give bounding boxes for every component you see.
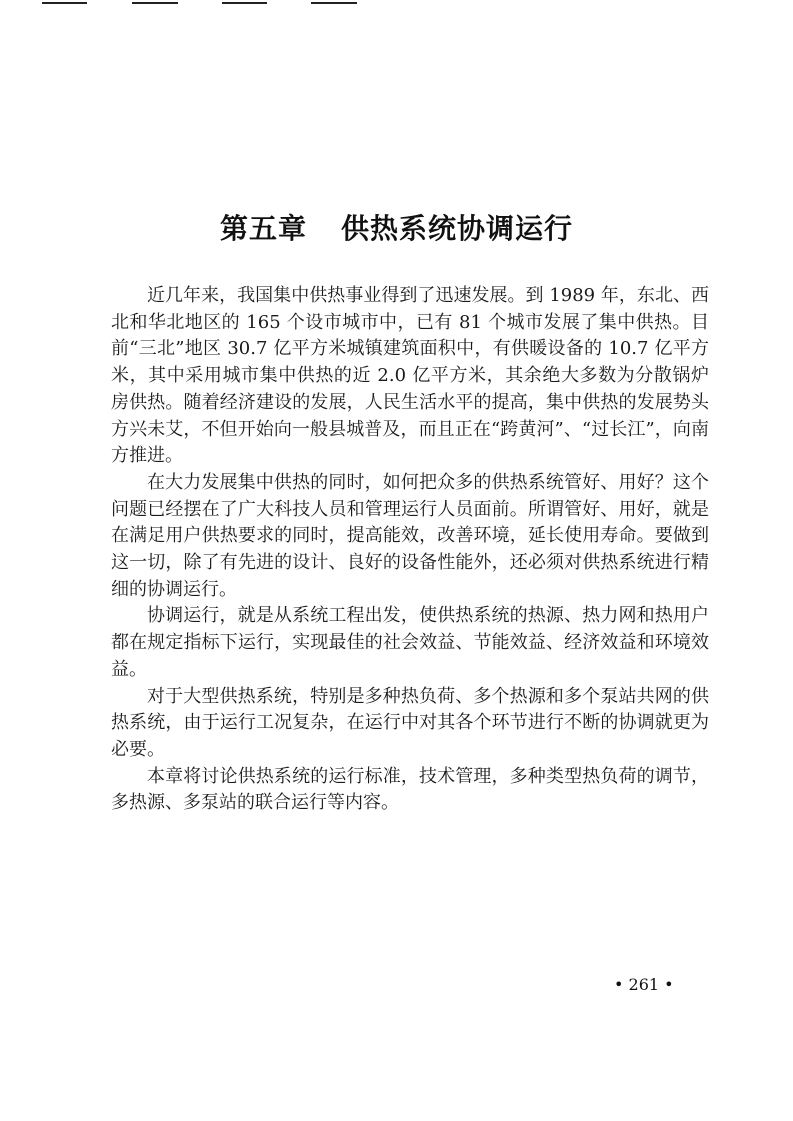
- chapter-title: [0, 207, 793, 247]
- top-rule: [311, 2, 357, 4]
- chapter-number: 第五章: [219, 211, 307, 245]
- top-rule: [42, 2, 87, 4]
- paragraph: 对于大型供热系统，特别是多种热负荷、多个热源和多个泵站共网的供热系统，由于运行工况复杂，在运行中对其各个环节进行不断的协调就更为必要。: [111, 685, 709, 760]
- page-number: • 261 •: [614, 975, 674, 994]
- top-rule: [132, 2, 178, 4]
- paragraph: 近几年来，我国集中供热事业得到了迅速发展。到 1989 年，东北、西北和华北地区的 165 个设市城市中，已有 81 个城市发展了集中供热。目前“三北”地区 30.7 亿平方米城镇建筑面积中，有供暖设备的 10.7 亿平方米，其中采用城市集中供热的近 2.0 亿平方米，其余绝大多数为分散锅炉房供热。随着经济建设的发展，人民生活水平的提高，集中供热的发展势头方兴未艾，不但开始向一般县城普及，而且正在“跨黄河”、“过长江”，向南方推进。: [111, 285, 709, 467]
- body-text: [111, 283, 709, 817]
- top-rule: [222, 2, 267, 4]
- paragraph: 在大力发展集中供热的同时，如何把众多的供热系统管好、用好？这个问题已经摆在了广大科技人员和管理运行人员面前。所谓管好、用好，就是在满足用户供热要求的同时，提高能效，改善环境，延长使用寿命。要做到这一切，除了有先进的设计、良好的设备性能外，还必须对供热系统进行精细的协调运行。: [111, 471, 709, 600]
- paragraph: 协调运行，就是从系统工程出发，使供热系统的热源、热力网和热用户都在规定指标下运行，实现最佳的社会效益、节能效益、经济效益和环境效益。: [111, 605, 709, 680]
- chapter-name: 供热系统协调运行: [341, 211, 574, 245]
- paragraph: 本章将讨论供热系统的运行标准，技术管理，多种类型热负荷的调节，多热源、多泵站的联合运行等内容。: [111, 765, 709, 814]
